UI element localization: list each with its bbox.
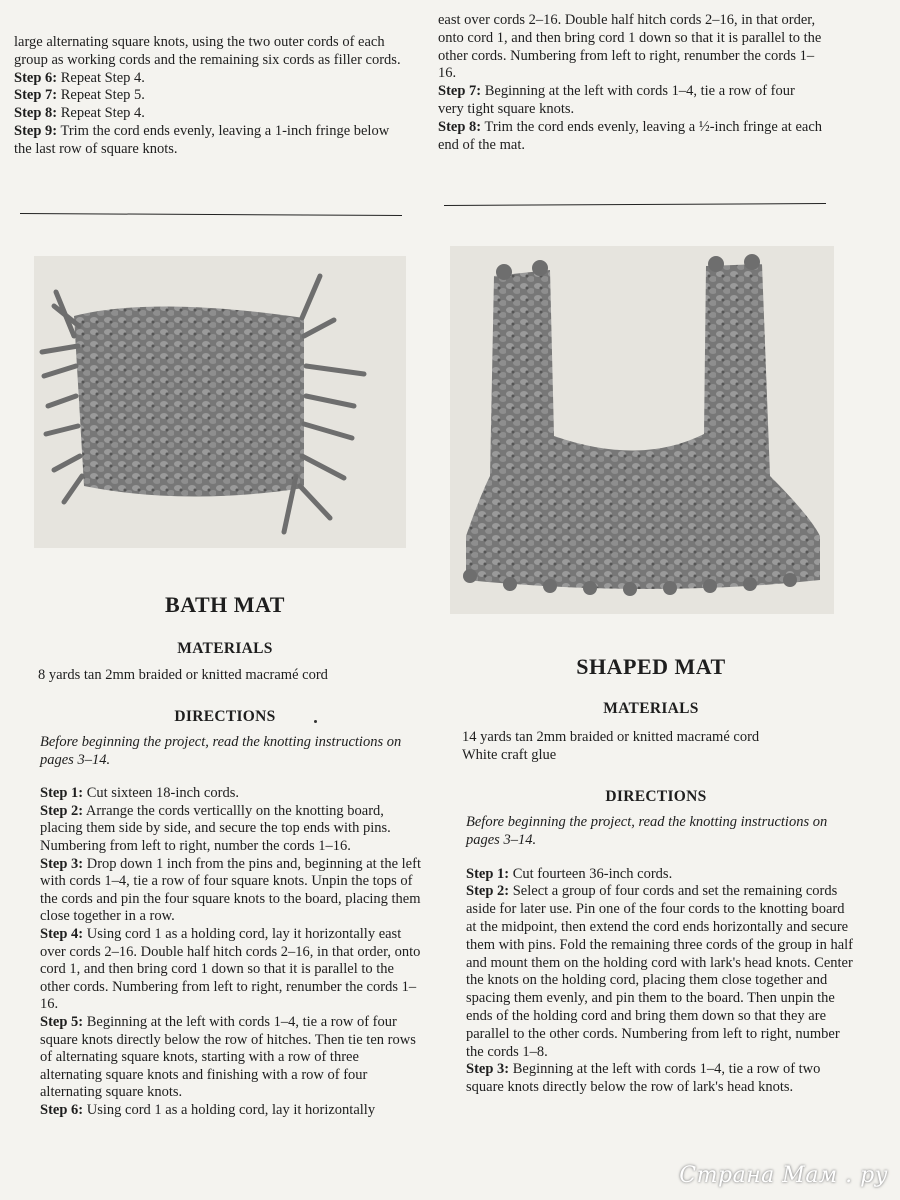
section-divider bbox=[20, 213, 402, 216]
bath-mat-materials-heading: MATERIALS bbox=[177, 640, 273, 657]
materials-item: 14 yards tan 2mm braided or knitted macramé cord bbox=[462, 729, 760, 745]
step-item: Step 1: Cut sixteen 18-inch cords. bbox=[40, 785, 239, 802]
shaped-mat-directions bbox=[466, 814, 854, 1097]
shaped-mat-materials-list bbox=[462, 728, 842, 764]
bath-mat-directions-heading: DIRECTIONS bbox=[174, 708, 276, 725]
directions-intro: Before beginning the project, read the knotting instructions on pages 3–14. bbox=[40, 734, 402, 768]
shaped-mat-directions-heading: DIRECTIONS bbox=[605, 788, 707, 805]
top-right-column bbox=[438, 12, 824, 154]
step-item: Step 2: Arrange the cords verticallly on the knotting board, placing them side by side, and secure the top ends with pins. Numbering from left to right, number the cords 1–16. bbox=[40, 802, 391, 854]
materials-item: White craft glue bbox=[462, 747, 557, 763]
step-item: Step 7: Repeat Step 5. bbox=[14, 87, 145, 104]
shaped-mat-materials-heading: MATERIALS bbox=[603, 700, 699, 717]
bath-mat-directions bbox=[40, 734, 422, 1119]
step-item: Step 9: Trim the cord ends evenly, leaving a 1-inch fringe below the last row of square knots. bbox=[14, 122, 390, 157]
ink-speck bbox=[314, 720, 317, 723]
step-item: Step 5: Beginning at the left with cords 1–4, tie a row of four square knots directly below the row of hitches. Then tie ten rows of alternating square knots, starting with a row of three alternating square knots and finishing with a row of four alternating square knots. bbox=[40, 1013, 416, 1101]
step-item: Step 8: Trim the cord ends evenly, leaving a ½-inch fringe at each end of the mat. bbox=[438, 118, 823, 153]
step-item: Step 3: Beginning at the left with cords 1–4, tie a row of two square knots directly below the row of lark's head knots. bbox=[466, 1061, 821, 1096]
step-item: Step 6: Using cord 1 as a holding cord, lay it horizontally bbox=[40, 1101, 376, 1118]
step-item: Step 3: Drop down 1 inch from the pins and, beginning at the left with cords 1–4, tie a row of four square knots. Unpin the tops of the cords and pin the four square knots to the board, placing them close together in a row. bbox=[40, 855, 421, 925]
site-watermark: Страна Мам . ру bbox=[679, 1163, 888, 1188]
step-item: Step 7: Beginning at the left with cords 1–4, tie a row of four very tight square knots. bbox=[438, 83, 795, 117]
step-item: Step 2: Select a group of four cords and set the remaining cords aside for later use. Pin one of the four cords to the knotting board at the midpoint, then extend the cord ends horizontally and secure them with pins. Fold the remaining three cords of the group in half and mount them on the holding cord with lark's head knots. Center the knots on the holding cord, placing them close together and spacing them evenly, and pin them to the board. Then unpin the ends of the holding cord and bring them down so that they are parallel to the other cords. Numbering from left to right, number the cords 1–8. bbox=[466, 883, 853, 1060]
bath-mat-photo bbox=[34, 256, 406, 548]
bath-mat-title: BATH MAT bbox=[165, 592, 285, 617]
directions-intro: Before beginning the project, read the knotting instructions on pages 3–14. bbox=[466, 814, 828, 848]
shaped-mat-title: SHAPED MAT bbox=[576, 654, 726, 679]
top-left-column bbox=[14, 34, 402, 159]
shaped-mat-photo bbox=[450, 246, 834, 614]
section-divider bbox=[444, 203, 826, 206]
step-item: Step 8: Repeat Step 4. bbox=[14, 105, 145, 122]
continued-text: large alternating square knots, using the two outer cords of each group as working cords and the remaining six cords as filler cords. bbox=[14, 34, 401, 68]
bath-mat-materials-item: 8 yards tan 2mm braided or knitted macramé cord bbox=[38, 667, 328, 683]
step-item: Step 1: Cut fourteen 36-inch cords. bbox=[466, 865, 673, 882]
continued-text: east over cords 2–16. Double half hitch cords 2–16, in that order, onto cord 1, and then bring cord 1 down so that it is parallel to the other cords. Numbering from left to right, renumber the cords 1–16. bbox=[438, 12, 822, 82]
step-item: Step 4: Using cord 1 as a holding cord, lay it horizontally east over cords 2–16. Double half hitch cords 2–16, in that order, onto cord 1, and then bring cord 1 down so that it is parallel to the other cords. Numbering from left to right, renumber the cords 1–16. bbox=[40, 925, 421, 1013]
step-item: Step 6: Repeat Step 4. bbox=[14, 69, 145, 86]
